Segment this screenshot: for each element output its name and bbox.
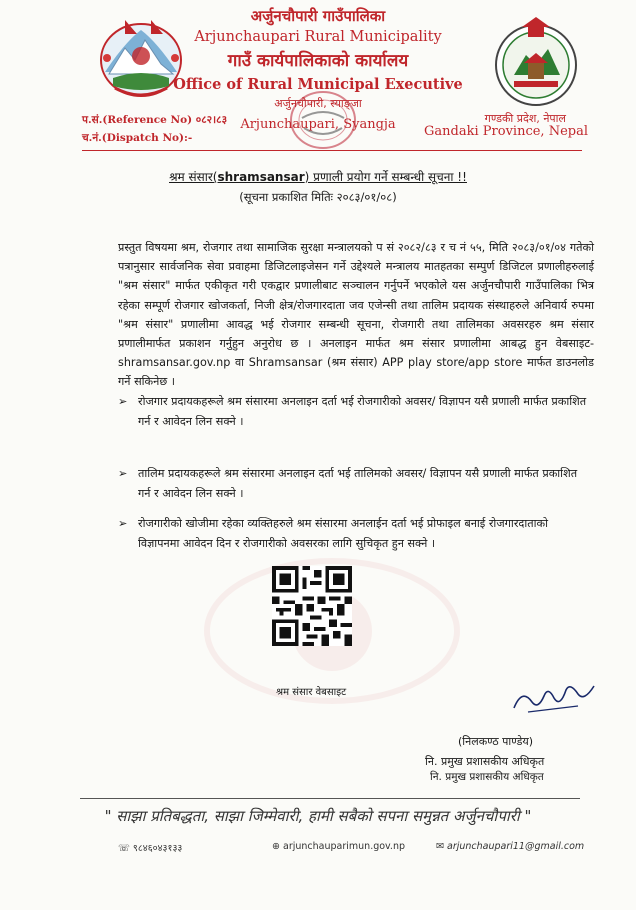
bullet-text: तालिम प्रदायकहरूले श्रम संसारमा अनलाइन दर्ता भई तालिमको अवसर/ विज्ञापन यसै प्रणाली मार्फत प्रकाशित गर्न र आवेदन लिन सक्ने । [138,467,578,500]
qr-code[interactable] [272,566,352,646]
arrow-bullet-icon: ➢ [118,517,128,530]
mail-icon: ✉ [436,841,444,852]
signatory-name: (निलकण्ठ पाण्डेय) [458,735,534,748]
executive-office-np: गाउँ कार्यपालिकाको कार्यालय [227,51,409,71]
province-en: Gandaki Province, Nepal [424,124,588,139]
footer-slogan: " साझा प्रतिबद्धता, साझा जिम्मेवारी, हामी सबैको सपना समुन्नत अर्जुनचौपारी " [104,807,532,825]
header-divider [82,150,582,151]
email-link[interactable]: arjunchaupari11@gmail.com [447,841,585,852]
executive-office-en: Office of Rural Municipal Executive [173,76,463,93]
subject-suffix: ) प्रणाली प्रयोग गर्ने सम्बन्धी सूचना !! [304,170,467,184]
phone-number: ९८४६०४३१३३ [132,843,183,854]
bullet-text: रोजगार प्रदायकहरूले श्रम संसारमा अनलाइन दर्ता भई रोजगारीको अवसर/ विज्ञापन यसै प्रणाली मार्फत प्रकाशित गर्न र आवेदन लिन सक्ने । [138,395,587,428]
website-link[interactable]: arjunchauparimun.gov.np [283,841,406,852]
office-name-en: Arjunchaupari Rural Municipality [194,29,442,45]
list-item [118,514,588,553]
qr-label: श्रम संसार वेबसाइट [276,687,347,698]
office-name-np: अर्जुनचौपारी गाउँपालिका [250,7,386,25]
reference-number: प.सं.(Reference No) ०८२।८३ [82,114,228,126]
published-date: (सूचना प्रकाशित मितिः २०८३/०१/०८) [239,190,397,204]
subject-prefix: श्रम संसार( [169,170,218,184]
signature-icon [508,668,598,718]
arrow-bullet-icon: ➢ [118,467,128,480]
arrow-bullet-icon: ➢ [118,395,128,408]
footer-website[interactable] [272,841,405,852]
footer-email[interactable] [436,841,584,852]
address-en: Arjunchaupari, Syangja [240,117,396,132]
footer-divider [80,798,580,799]
bullet-text: रोजगारीको खोजीमा रहेका व्यक्तिहरुले श्रम संसारमा अनलाईन दर्ता भई प्रोफाइल बनाई रोजगारदाताको विज्ञापनमा आवेदन दिन र रोजगारीको अवसरका लागि सुचिकृत हुन सक्ने । [138,517,549,550]
dispatch-number: च.नं.(Dispatch No):- [82,132,193,144]
signatory-title: नि. प्रमुख प्रशासकीय अधिकृत [425,755,545,768]
notice-body: प्रस्तुत विषयमा श्रम, रोजगार तथा सामाजिक सुरक्षा मन्त्रालयको प सं २०८२/८३ र च नं ५५, मिति २०८३/०१/०४ गतेको पत्रानुसार सार्वजनिक सेवा प्रवाहमा डिजिटलाइजेसन गर्ने उद्देश्यले मन्त्रालय मातहतका सम्पुर्ण डिजिटल प्रणालीहरुलाई "श्रम संसार" मार्फत एकीकृत गरी एकद्वार प्रणालीबाट सञ्चालन गर्नुपर्ने भएकोले यस अर्जुनचौपारी गाउँपालिका भित्र रहेका सम्पूर्ण रोजगार खोजकर्ता, निजी क्षेत्र/रोजगारदाता जव एजेन्सी तथा तालिम प्रदायक संस्थाहरुले अनिवार्य रुपमा "श्रम संसार" प्रणालीमा आवद्ध भई रोजगार सम्बन्धी सूचना, रोजगारी तथा तालिमका अवसरहरु श्रम संसार प्रणालीमार्फत प्रकाशन गर्नुहुन अनुरोध छ । अनलाइन मार्फत श्रम संसार प्रणालीमा आबद्ध हुन वेबसाइट- shramsansar.gov.np वा Shramsansar (श्रम संसार) APP play store/app store मार्फत डाउनलोड गर्ने सकिनेछ । [118,241,594,389]
phone-icon: ☏ [118,843,130,854]
footer-phone [118,841,182,854]
province-np: गण्डकी प्रदेश, नेपाल [484,112,566,125]
globe-icon: ⊕ [272,841,280,852]
signatory-stamp-title: नि. प्रमुख प्रशासकीय अधिकृत [430,771,544,783]
address-np: अर्जुनचौपारी, स्याङ्जा [274,97,362,110]
list-item [118,392,588,431]
list-item [118,464,588,503]
subject-en: shramsansar [217,170,305,184]
notice-subject [0,168,636,185]
